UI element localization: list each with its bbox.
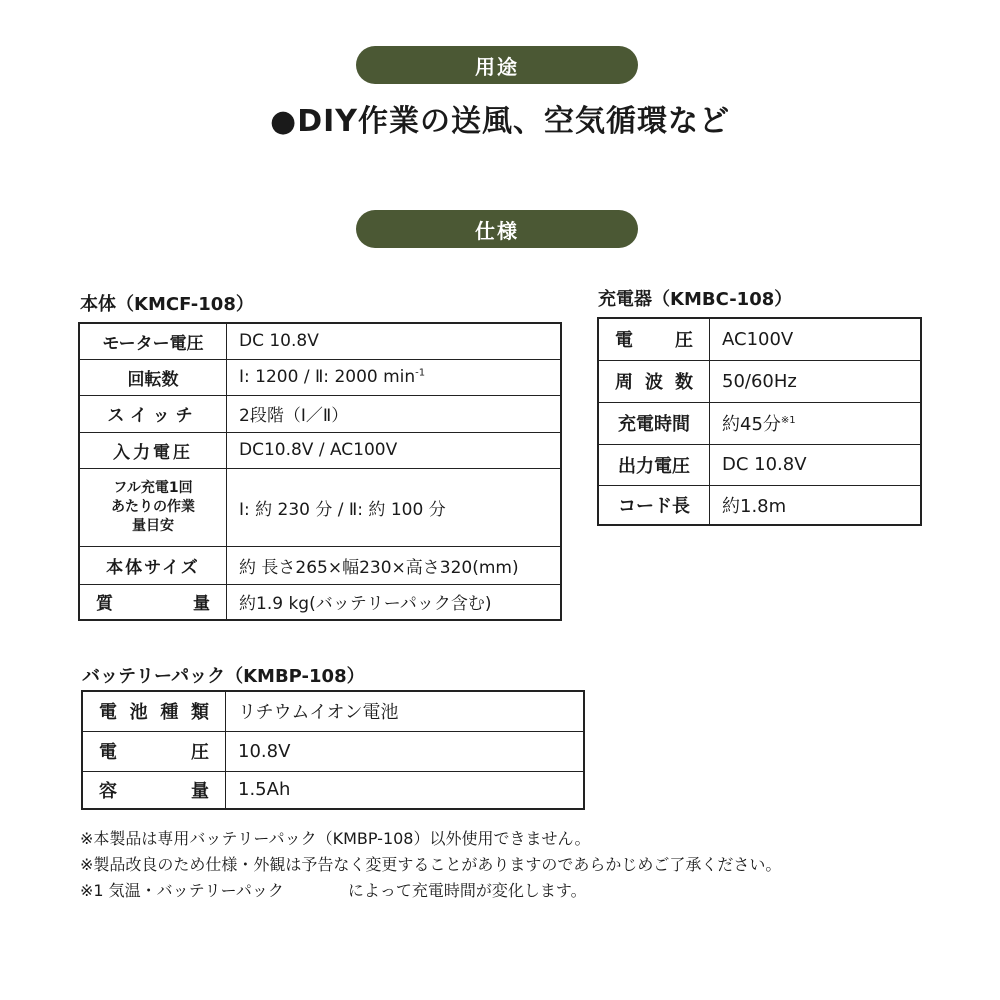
- spec-key: 充電時間: [598, 402, 710, 444]
- spec-value: DC 10.8V: [710, 444, 922, 485]
- spec-key: モーター電圧: [79, 323, 227, 359]
- table-row: [79, 432, 561, 468]
- spec-key: [82, 771, 226, 809]
- spec-key-char: 周: [615, 372, 633, 393]
- table-row: [79, 546, 561, 584]
- spec-value: Ⅰ: 約 230 分 / Ⅱ: 約 100 分: [227, 468, 562, 546]
- spec-key-char: 圧: [675, 330, 693, 352]
- charge-time-value: 約45分: [722, 414, 781, 435]
- spec-key-char: 池: [129, 702, 148, 724]
- footnote-marker: ※1: [780, 415, 796, 426]
- spec-key-char: 圧: [191, 742, 209, 763]
- spec-key-char: 電: [99, 702, 117, 724]
- table-row: [598, 402, 921, 444]
- table-row: [82, 691, 584, 731]
- table-row: [79, 323, 561, 359]
- battery-spec-table: [81, 690, 585, 810]
- spec-value: 約1.8m: [710, 485, 922, 525]
- spec-key: コード長: [598, 485, 710, 525]
- spec-value: [227, 359, 562, 395]
- spec-value: 50/60Hz: [710, 360, 922, 402]
- footnotes: [80, 826, 781, 904]
- spec-key-char: 種: [160, 702, 179, 724]
- usage-header: 用途: [356, 46, 638, 84]
- spec-key-char: 電: [615, 330, 633, 352]
- footnote: ※1 気温・バッテリーパック によって充電時間が変化します。: [80, 881, 587, 900]
- spec-key: スイッチ: [79, 395, 227, 432]
- spec-key: [598, 360, 710, 402]
- spec-key-char: 量: [191, 780, 209, 802]
- spec-key: [598, 318, 710, 360]
- charger-spec-table: [597, 317, 922, 526]
- spec-key-line: あたりの作業: [111, 498, 195, 515]
- body-unit-title: 本体（KMCF-108）: [80, 294, 254, 315]
- battery-title: バッテリーパック（KMBP-108）: [82, 666, 365, 687]
- spec-value: 約1.9 kg(バッテリーパック含む): [227, 584, 562, 620]
- spec-value: リチウムイオン電池: [226, 691, 585, 731]
- table-row: [79, 359, 561, 395]
- spec-value: 2段階（Ⅰ／Ⅱ）: [227, 395, 562, 432]
- spec-key-char: 質: [96, 594, 113, 615]
- table-row: [82, 771, 584, 809]
- table-row: [598, 360, 921, 402]
- rpm-value: Ⅰ: 1200 / Ⅱ: 2000 min: [239, 367, 416, 387]
- table-row: [79, 395, 561, 432]
- spec-key-line: 量目安: [132, 517, 174, 534]
- spec-key-char: 量: [193, 594, 210, 615]
- spec-key-char: 電: [99, 742, 117, 763]
- spec-value: [710, 402, 922, 444]
- spec-header: 仕様: [356, 210, 638, 248]
- usage-text: ●DIY作業の送風、空気循環など: [270, 104, 730, 139]
- spec-key-char: 類: [190, 702, 209, 724]
- spec-key: 本体サイズ: [79, 546, 227, 584]
- footnote: ※製品改良のため仕様・外観は予告なく変更することがありますのであらかじめご了承ください。: [80, 855, 782, 874]
- spec-key-line: フル充電1回: [113, 479, 193, 496]
- rpm-unit-exponent: -1: [415, 367, 426, 379]
- spec-value: 1.5Ah: [226, 771, 585, 809]
- table-row: [598, 318, 921, 360]
- spec-value: DC10.8V / AC100V: [227, 432, 562, 468]
- charger-title: 充電器（KMBC-108）: [598, 289, 793, 310]
- spec-value: 約 長さ265×幅230×高さ320(mm): [227, 546, 562, 584]
- spec-key-char: 波: [645, 372, 663, 393]
- table-row: [598, 444, 921, 485]
- body-spec-table: [78, 322, 562, 621]
- spec-key: [82, 691, 226, 731]
- spec-value: AC100V: [710, 318, 922, 360]
- table-row: [82, 731, 584, 771]
- spec-key-char: 容: [99, 780, 117, 802]
- spec-key: 回転数: [79, 359, 227, 395]
- table-row: [598, 485, 921, 525]
- spec-key: [79, 468, 227, 546]
- spec-value: 10.8V: [226, 731, 585, 771]
- spec-key-char: 数: [675, 372, 693, 393]
- spec-key: 出力電圧: [598, 444, 710, 485]
- spec-key: [79, 584, 227, 620]
- table-row: [79, 584, 561, 620]
- spec-key: [82, 731, 226, 771]
- footnote: ※本製品は専用バッテリーパック（KMBP-108）以外使用できません。: [80, 829, 591, 848]
- table-row: [79, 468, 561, 546]
- spec-value: DC 10.8V: [227, 323, 562, 359]
- spec-key: 入力電圧: [79, 432, 227, 468]
